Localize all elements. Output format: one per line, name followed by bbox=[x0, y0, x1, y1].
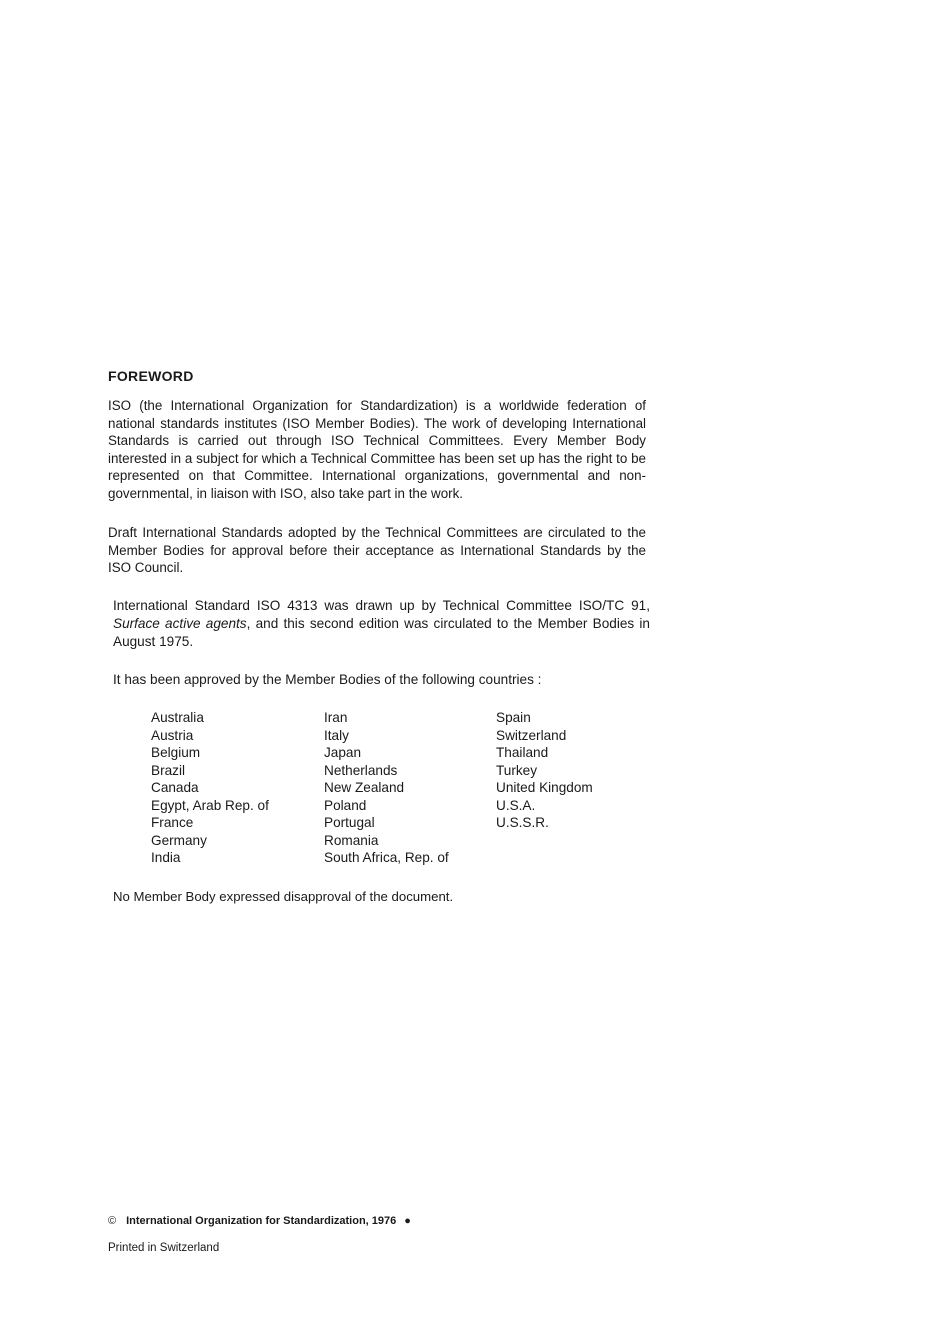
country-item: New Zealand bbox=[324, 780, 405, 795]
committee-title: Surface active agents bbox=[113, 616, 247, 631]
copyright-line bbox=[108, 1215, 411, 1227]
foreword-paragraph-standard bbox=[113, 597, 650, 651]
country-item: Spain bbox=[496, 710, 531, 725]
country-item: South Africa, Rep. of bbox=[324, 850, 449, 865]
bullet-icon: ● bbox=[404, 1215, 411, 1227]
country-item: Brazil bbox=[151, 762, 185, 778]
country-item: Portugal bbox=[324, 815, 375, 830]
country-column-2 bbox=[324, 709, 496, 867]
country-item: Belgium bbox=[151, 745, 201, 760]
no-disapproval-note: No Member Body expressed disapproval of the document. bbox=[113, 889, 454, 904]
standard-text-after: , and this second edition was circulated to the Member Bodies in August 1975. bbox=[113, 616, 650, 649]
country-item: United Kingdom bbox=[496, 780, 593, 795]
country-item: Thailand bbox=[496, 745, 549, 760]
country-item: Switzerland bbox=[496, 727, 567, 743]
country-item: Germany bbox=[151, 832, 207, 848]
country-item: Netherlands bbox=[324, 762, 398, 778]
country-item: Romania bbox=[324, 832, 379, 848]
country-item: Australia bbox=[151, 710, 204, 725]
country-item: France bbox=[151, 815, 194, 830]
country-item: U.S.S.R. bbox=[496, 815, 549, 830]
country-item: Iran bbox=[324, 710, 348, 725]
country-column-1 bbox=[151, 709, 324, 867]
country-column-3 bbox=[496, 709, 656, 867]
country-item: Poland bbox=[324, 797, 367, 813]
country-item: Egypt, Arab Rep. of bbox=[151, 797, 269, 813]
country-item: Italy bbox=[324, 727, 349, 743]
country-item: U.S.A. bbox=[496, 797, 536, 813]
foreword-paragraph-iso: ISO (the International Organization for Standardization) is a worldwide federation of national standards institutes (ISO Member Bodies). The work of developing International Standards is carried out through ISO Technical Committees. Every Member Body interested in a subject for which a Technical Committee has been set up has the right to be represented on that Committee. International organizations, governmental and non-governmental, in liaison with ISO, also take part in the work. bbox=[108, 398, 646, 501]
foreword-heading: FOREWORD bbox=[108, 368, 194, 384]
standard-text-before: International Standard ISO 4313 was drawn up by Technical Committee ISO/TC 91, bbox=[113, 598, 650, 613]
country-item: India bbox=[151, 850, 181, 865]
country-item: Turkey bbox=[496, 762, 538, 778]
country-item: Canada bbox=[151, 780, 199, 795]
copyright-text: International Organization for Standardization, 1976 bbox=[126, 1215, 397, 1227]
country-item: Japan bbox=[324, 745, 362, 760]
country-item: Austria bbox=[151, 727, 194, 743]
country-list bbox=[151, 709, 656, 867]
approval-intro: It has been approved by the Member Bodies of the following countries : bbox=[113, 672, 542, 687]
printed-in-note: Printed in Switzerland bbox=[108, 1242, 220, 1254]
copyright-icon: © bbox=[108, 1215, 117, 1227]
foreword-paragraph-drafts: Draft International Standards adopted by the Technical Committees are circulated to the Member Bodies for approval before their acceptance as International Standards by the ISO Council. bbox=[108, 525, 646, 576]
